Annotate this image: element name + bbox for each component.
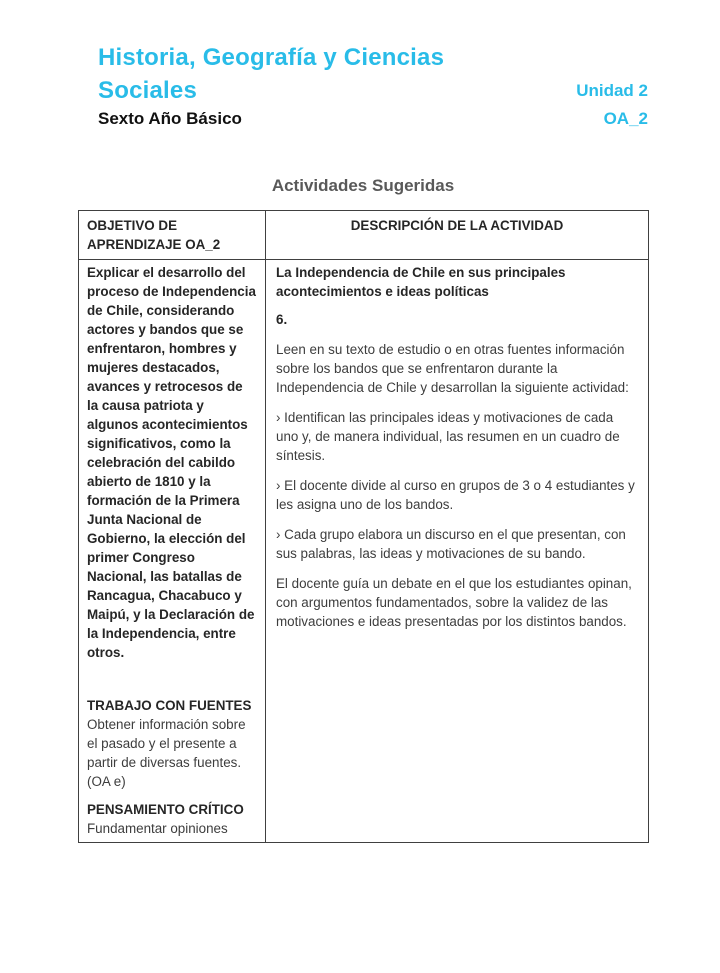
page-content [78,175,648,843]
activity-cell [266,260,649,843]
page-header [98,41,648,131]
doc-subtitle: Sexto Año Básico [98,109,242,128]
skill-body-trabajo-con-fuentes: Obtener información sobre el pasado y el presente a partir de diversas fuentes. (OA e) [87,717,246,789]
skill-section-fuentes [87,696,257,791]
unit-label: Unidad 2 [576,81,648,100]
table-header-row [79,211,649,260]
doc-title: Historia, Geografía y Ciencias Sociales [98,44,445,104]
activity-closing: El docente guía un debate en el que los estudiantes opinan, con argumentos fundamentados, sobre la validez de las motivaciones e ideas presentadas por los distintos bandos. [276,576,632,629]
activity-number: 6. [276,312,288,327]
objective-cell [79,260,266,843]
skill-heading-trabajo-con-fuentes: TRABAJO CON FUENTES [87,698,252,713]
activity-bullet-3: › Cada grupo elabora un discurso en el que presentan, con sus palabras, las ideas y motivaciones de su bando. [276,527,626,561]
page-title: Actividades Sugeridas [271,176,455,195]
activity-bullet-1: › Identifican las principales ideas y motivaciones de cada uno y, de manera individual, las resumen en un cuadro de síntesis. [276,410,620,463]
activity-title: La Independencia de Chile en sus principales acontecimientos e ideas políticas [276,265,566,299]
header-left [98,41,538,131]
column-header-objective: OBJETIVO DE APRENDIZAJE OA_2 [79,211,266,260]
oa-label: OA_2 [603,109,648,128]
objective-text: Explicar el desarrollo del proceso de Independencia de Chile, considerando actores y bandos que se enfrentaron, hombres y mujeres destacados, avances y retrocesos de la causa patriota y algunos acontecimientos significativos, como la celebración del cabildo abierto de 1810 y la formación de la Primera Junta Nacional de Gobierno, la elección del primer Congreso Nacional, las batallas de Rancagua, Chacabuco y Maipú, y la Declaración de la Independencia, entre otros. [87,265,256,660]
header-right [576,74,648,131]
skill-section-critico [87,800,257,838]
activity-bullet-2: › El docente divide al curso en grupos de 3 o 4 estudiantes y les asigna uno de los bandos. [276,478,635,512]
skill-heading-pensamiento-critico: PENSAMIENTO CRÍTICO [87,802,244,817]
table-body-row [79,260,649,843]
activities-table [78,210,649,843]
activity-intro: Leen en su texto de estudio o en otras fuentes información sobre los bandos que se enfrentaron durante la Independencia de Chile y desarrollan la siguiente actividad: [276,342,629,395]
column-header-description: DESCRIPCIÓN DE LA ACTIVIDAD [266,211,649,260]
document-page [0,41,720,973]
skill-body-pensamiento-critico: Fundamentar opiniones [87,821,228,836]
